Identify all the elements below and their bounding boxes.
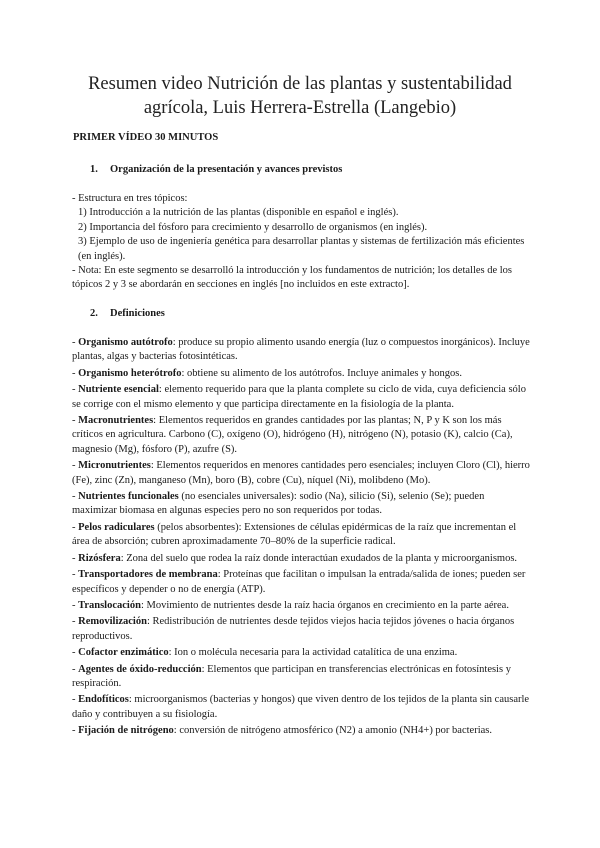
document-title bbox=[40, 72, 560, 120]
definition-item: - Fijación de nitrógeno: conversión de nitrógeno atmosférico (N2) a amonio (NH4+) por bacterias. bbox=[72, 725, 492, 737]
definition-text: : conversión de nitrógeno atmosférico (N2) a amonio (NH4+) por bacterias. bbox=[173, 725, 492, 737]
definition-item: - Cofactor enzimático: Ion o molécula necesaria para la actividad catalítica de una enzima. bbox=[72, 647, 458, 659]
definition-text: : microorganismos (bacterias y hongos) que viven dentro de los tejidos de la planta sin causarle daño y contribuyen a su fisiología. bbox=[72, 694, 530, 720]
definition-term: Organismo autótrofo bbox=[78, 337, 173, 348]
definition-text: : Elementos que participan en transferencias electrónicas en fotosíntesis y respiración. bbox=[72, 663, 511, 689]
intro-line: 3) Ejemplo de uso de ingeniería genética para desarrollar plantas y sistemas de fertilización más eficientes (en inglés). bbox=[78, 236, 525, 262]
definition-text: : Elementos requeridos en grandes cantidades por las plantas; N, P y K son los más críticos en agricultura. Carbono (C), oxígeno (O), hidrógeno (H), nitrógeno (N), potasio (K), calcio (Ca), magnesio (Mg), fósforo (P), azufre (S). bbox=[72, 415, 513, 455]
definitions-list bbox=[72, 336, 530, 741]
definition-term: Rizósfera bbox=[78, 552, 121, 564]
definition-item: - Micronutrientes: Elementos requeridos en menores cantidades pero esenciales; incluyen Cloro (Cl), hierro (Fe), zinc (Zn), manganeso (Mn), boro (B), cobre (Cu), níquel (Ni), molibdeno (Mo). bbox=[72, 460, 530, 486]
definition-text: : obtiene su alimento de los autótrofos. Incluye animales y hongos. bbox=[181, 367, 462, 379]
definition-term: Endofíticos bbox=[78, 694, 129, 706]
definition-term: Fijación de nitrógeno bbox=[78, 725, 174, 737]
definition-text: : Ion o molécula necesaria para la actividad catalítica de una enzima. bbox=[168, 647, 458, 659]
definition-text: : Movimiento de nutrientes desde la raíz hacia órganos en crecimiento en la parte aérea. bbox=[140, 599, 509, 611]
heading-1-number: 1. bbox=[90, 164, 98, 175]
definition-term: Translocación bbox=[78, 599, 141, 611]
definition-term: Micronutrientes bbox=[78, 460, 151, 472]
section-heading: PRIMER VÍDEO 30 MINUTOS bbox=[73, 132, 219, 143]
definition-text: : Redistribución de nutrientes desde tejidos viejos hacia tejidos jóvenes o hacia órganos reproductivos. bbox=[72, 616, 515, 642]
definition-text: : Proteínas que facilitan o impulsan la entrada/salida de iones; pueden ser específicos y depender o no de energía (ATP). bbox=[72, 569, 526, 595]
definition-item: - Removilización: Redistribución de nutrientes desde tejidos viejos hacia tejidos jóvenes o hacia órganos reproductivos. bbox=[72, 616, 515, 642]
intro-line: 2) Importancia del fósforo para crecimiento y desarrollo de organismos (en inglés). bbox=[78, 221, 428, 233]
heading-2-text: Definiciones bbox=[110, 308, 165, 319]
definition-term: Nutrientes funcionales bbox=[78, 491, 179, 503]
definition-item: - Rizósfera: Zona del suelo que rodea la raíz donde interactúan exudados de la planta y microorganismos. bbox=[72, 552, 518, 564]
heading-1 bbox=[90, 164, 342, 175]
definition-text: (pelos absorbentes): Extensiones de células epidérmicas de la raíz que incrementan el área de absorción; cubren aproximadamente 70–80% de la superficie radical. bbox=[72, 521, 517, 548]
definition-term: Organismo heterótrofo bbox=[78, 367, 182, 379]
definition-text: : Elementos requeridos en menores cantidades pero esenciales; incluyen Cloro (Cl), hierro (Fe), zinc (Zn), manganeso (Mn), boro (B), cobre (Cu), níquel (Ni), molibdeno (Mo). bbox=[72, 460, 530, 486]
definition-text: : Zona del suelo que rodea la raíz donde interactúan exudados de la planta y microorganismos. bbox=[120, 552, 518, 564]
definition-item: - Translocación: Movimiento de nutrientes desde la raíz hacia órganos en crecimiento en la parte aérea. bbox=[72, 599, 509, 611]
title-line-2: agrícola, Luis Herrera-Estrella (Langebio) bbox=[143, 98, 457, 118]
definition-term: Cofactor enzimático bbox=[78, 647, 169, 659]
definition-item: - Macronutrientes: Elementos requeridos en grandes cantidades por las plantas; N, P y K son los más críticos en agricultura. Carbono (C), oxígeno (O), hidrógeno (H), nitrógeno (N), potasio (K), calcio (Ca), magnesio (Mg), fósforo (P), azufre (S). bbox=[72, 415, 513, 455]
intro-block bbox=[72, 192, 530, 293]
definition-item: - Endofíticos: microorganismos (bacterias y hongos) que viven dentro de los tejidos de la planta sin causarle daño y contribuyen a su fisiología. bbox=[72, 694, 530, 720]
definition-term: Nutriente esencial bbox=[78, 384, 159, 396]
intro-line: 1) Introducción a la nutrición de las plantas (disponible en español e inglés). bbox=[78, 207, 399, 219]
heading-1-text: Organización de la presentación y avances previstos bbox=[110, 164, 343, 175]
definition-text: : produce su propio alimento usando energía (luz o compuestos inorgánicos). Incluye plantas, algas y bacterias fotosintéticas. bbox=[72, 337, 530, 363]
intro-line: - Nota: En este segmento se desarrolló la introducción y los fundamentos de nutrición; los detalles de los tópicos 2 y 3 se abordarán en secciones en inglés [no incluidos en este extracto]. bbox=[72, 265, 513, 291]
definition-item: - Agentes de óxido-reducción: Elementos que participan en transferencias electrónicas en fotosíntesis y respiración. bbox=[72, 663, 511, 689]
definition-item: - Organismo autótrofo: produce su propio alimento usando energía (luz o compuestos inorgánicos). Incluye plantas, algas y bacterias fotosintéticas. bbox=[72, 337, 530, 363]
definition-term: Agentes de óxido-reducción bbox=[78, 663, 202, 675]
definition-text: (no esenciales universales): sodio (Na), silicio (Si), selenio (Se); pueden maximizar biomasa en algunas especies pero no son requeridos por todas. bbox=[72, 491, 485, 517]
definition-term: Removilización bbox=[78, 616, 147, 628]
definition-text: : elemento requerido para que la planta complete su ciclo de vida, cuya deficiencia sólo se corrige con el mismo elemento y que participa directamente en la fisiología de la planta. bbox=[72, 384, 526, 410]
definition-term: Transportadores de membrana bbox=[78, 569, 218, 581]
definition-term: Macronutrientes bbox=[78, 415, 154, 427]
heading-2 bbox=[90, 308, 165, 319]
definition-item: - Transportadores de membrana: Proteínas que facilitan o impulsan la entrada/salida de iones; pueden ser específicos y depender o no de energía (ATP). bbox=[72, 569, 526, 595]
title-line-1: Resumen video Nutrición de las plantas y sustentabilidad bbox=[88, 74, 512, 94]
heading-2-number: 2. bbox=[90, 308, 98, 319]
definition-item: - Nutriente esencial: elemento requerido para que la planta complete su ciclo de vida, cuya deficiencia sólo se corrige con el mismo elemento y que participa directamente en la fisiología de la planta. bbox=[72, 384, 526, 410]
definition-item: - Nutrientes funcionales (no esenciales universales): sodio (Na), silicio (Si), selenio (Se); pueden maximizar biomasa en algunas especies pero no son requeridos por todas. bbox=[72, 491, 485, 517]
intro-line: - Estructura en tres tópicos: bbox=[72, 193, 188, 204]
definition-item: - Pelos radiculares (pelos absorbentes): Extensiones de células epidérmicas de la raíz que incrementan el área de absorción; cubren aproximadamente 70–80% de la superficie radical. bbox=[72, 521, 517, 548]
definition-item: - Organismo heterótrofo: obtiene su alimento de los autótrofos. Incluye animales y hongos. bbox=[72, 367, 462, 379]
definition-term: Pelos radiculares bbox=[78, 521, 155, 533]
